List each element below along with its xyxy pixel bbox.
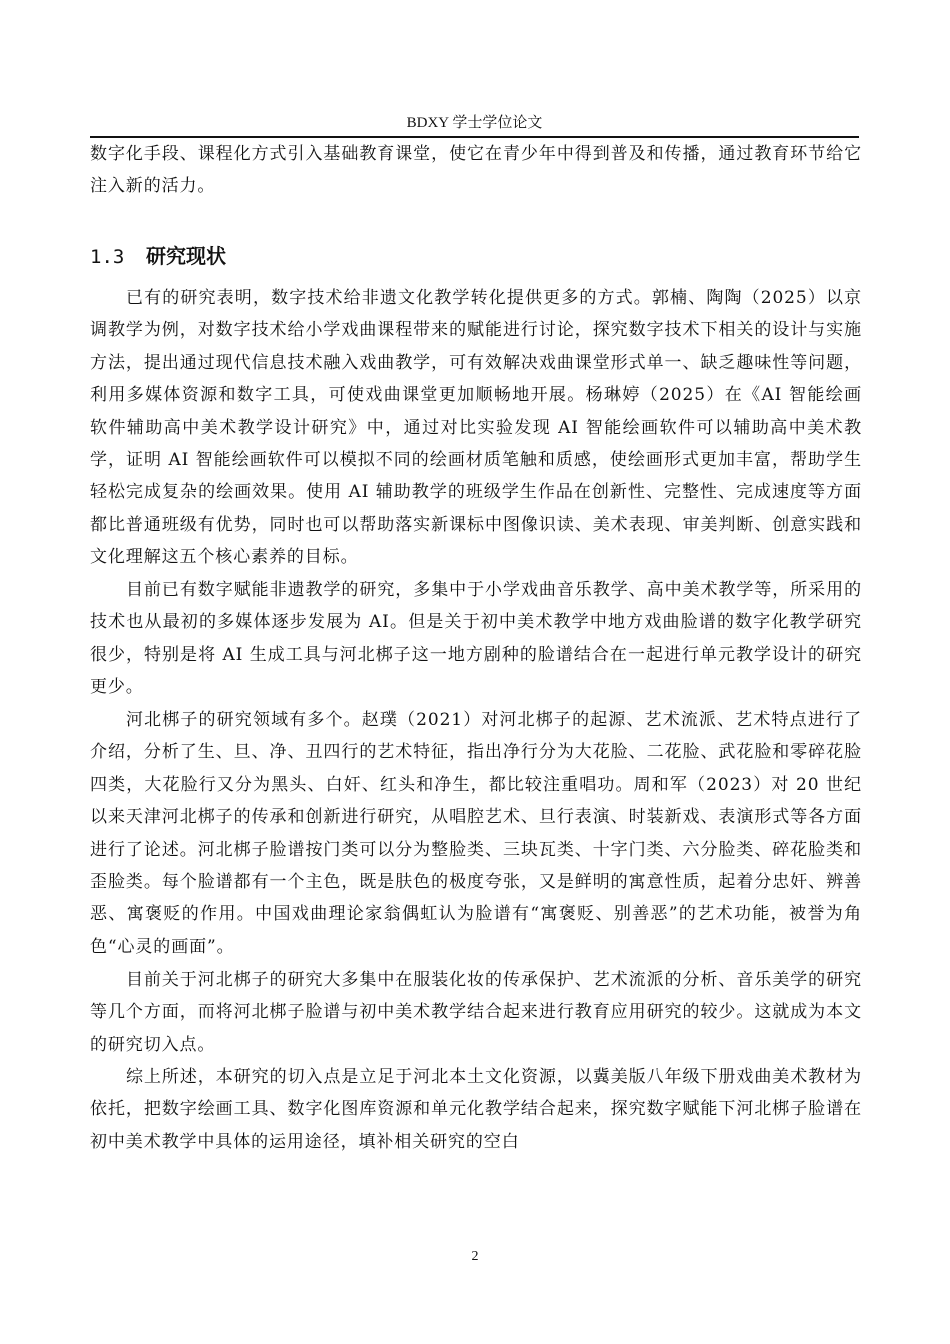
running-header: BDXY 学士学位论文 [406, 115, 543, 131]
body-paragraph-4: 目前关于河北梆子的研究大多集中在服装化妆的传承保护、艺术流派的分析、音乐美学的研究等几个方面，而将河北梆子脸谱与初中美术教学结合起来进行教育应用研究的较少。这就成为本文的研究切入点。 [90, 970, 862, 1055]
body-paragraph-5: 综上所述，本研究的切入点是立足于河北本土文化资源，以冀美版八年级下册戏曲美术教材为依托，把数字绘画工具、数字化图库资源和单元化教学结合起来，探究数字赋能下河北梆子脸谱在初中美术教学中具体的运用途径，填补相关研究的空白 [90, 1067, 862, 1152]
body-paragraph-3: 河北梆子的研究领域有多个。赵璞（2021）对河北梆子的起源、艺术流派、艺术特点进行了介绍，分析了生、旦、净、丑四行的艺术特征，指出净行分为大花脸、二花脸、武花脸和零碎花脸四类，大花脸行又分为黑头、白奸、红头和净生，都比较注重唱功。周和军（2023）对 20 世纪以来天津河北梆子的传承和创新进行研究，从唱腔艺术、旦行表演、时装新戏、表演形式等各方面进行了论述。河北梆子脸谱按门类可以分为整脸类、三块瓦类、十字门类、六分脸类、碎花脸类和歪脸类。每个脸谱都有一个主色，既是肤色的极度夸张，又是鲜明的寓意性质，起着分忠奸、辨善恶、寓褒贬的作用。中国戏曲理论家翁偶虹认为脸谱有“寓褒贬、别善恶”的艺术功能，被誉为角色“心灵的画面”。 [90, 710, 862, 957]
section-title: 研究现状 [146, 244, 226, 268]
page-number: 2 [471, 1249, 479, 1264]
section-heading [90, 243, 226, 270]
section-number: 1.3 [90, 246, 125, 268]
body-paragraph-1: 已有的研究表明，数字技术给非遗文化教学转化提供更多的方式。郭楠、陶陶（2025）以京调教学为例，对数字技术给小学戏曲课程带来的赋能进行讨论，探究数字技术下相关的设计与实施方法，提出通过现代信息技术融入戏曲教学，可有效解决戏曲课堂形式单一、缺乏趣味性等问题，利用多媒体资源和数字工具，可使戏曲课堂更加顺畅地开展。杨琳婷（2025）在《AI 智能绘画软件辅助高中美术教学设计研究》中，通过对比实验发现 AI 智能绘画软件可以辅助高中美术教学，证明 AI 智能绘画软件可以模拟不同的绘画材质笔触和质感，使绘画形式更加丰富，帮助学生轻松完成复杂的绘画效果。使用 AI 辅助教学的班级学生作品在创新性、完整性、完成速度等方面都比普通班级有优势，同时也可以帮助落实新课标中图像识读、美术表现、审美判断、创意实践和文化理解这五个核心素养的目标。 [90, 288, 862, 568]
continuation-paragraph: 数字化手段、课程化方式引入基础教育课堂，使它在青少年中得到普及和传播，通过教育环节给它注入新的活力。 [90, 144, 862, 197]
body-paragraph-2: 目前已有数字赋能非遗教学的研究，多集中于小学戏曲音乐教学、高中美术教学等，所采用的技术也从最初的多媒体逐步发展为 AI。但是关于初中美术教学中地方戏曲脸谱的数字化教学研究很少，特别是将 AI 生成工具与河北梆子这一地方剧种的脸谱结合在一起进行单元教学设计的研究更少。 [90, 580, 862, 698]
